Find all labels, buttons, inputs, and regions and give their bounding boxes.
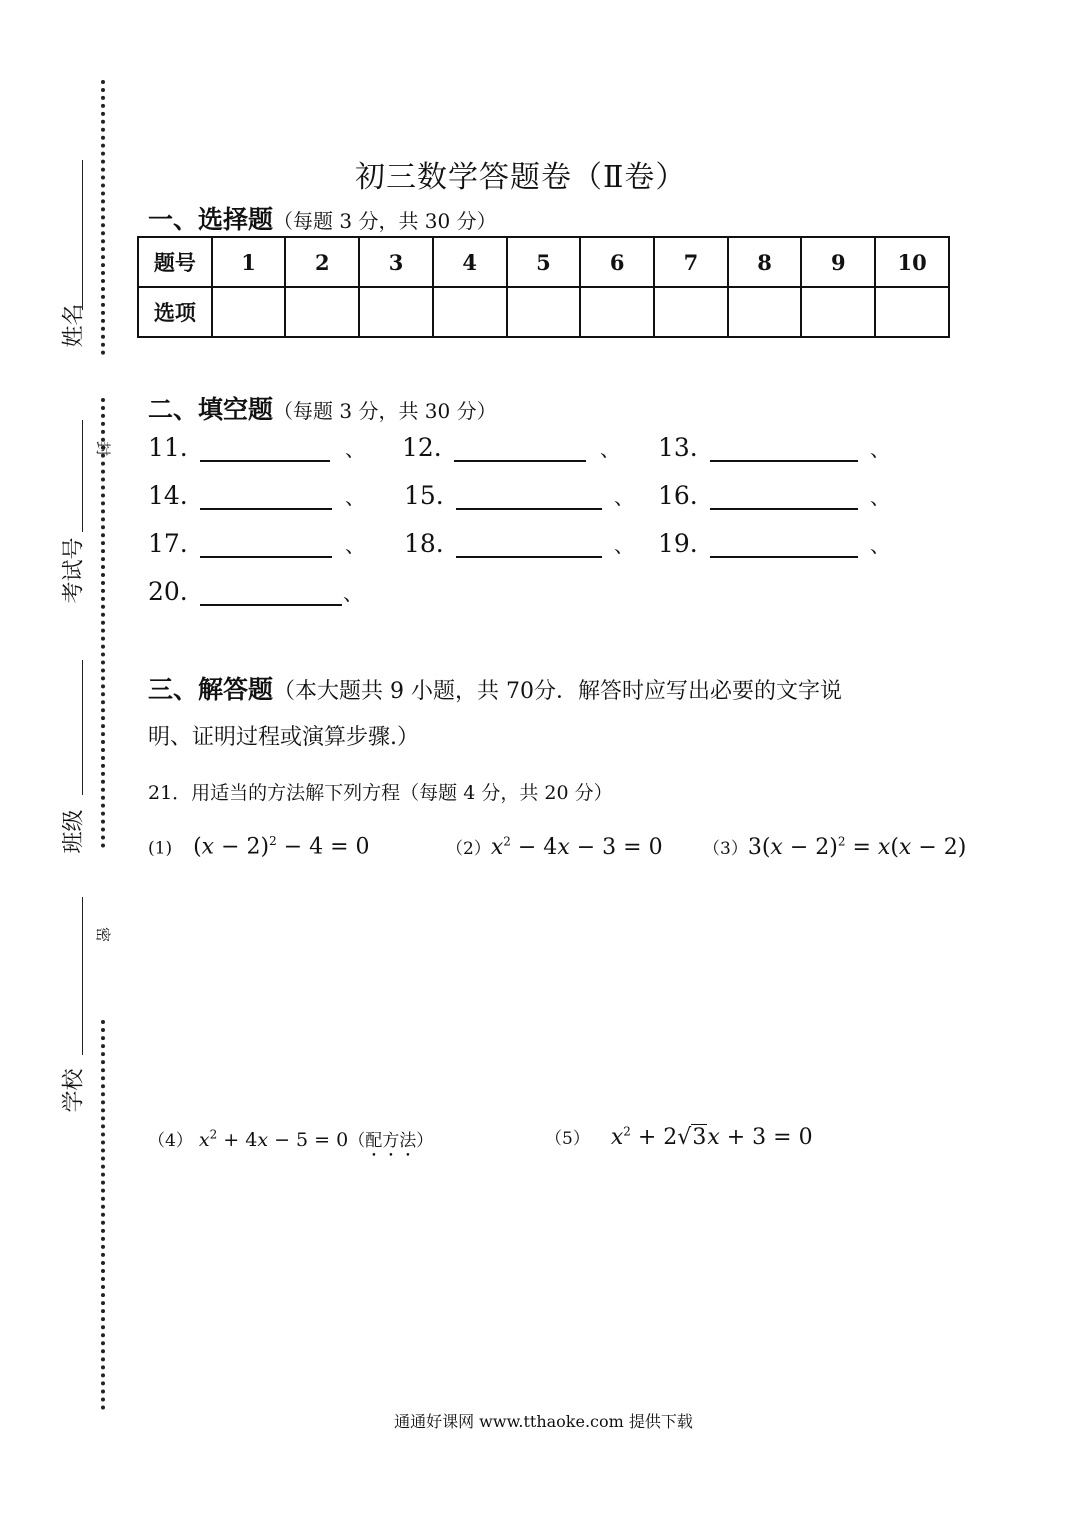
answer-cell[interactable]: [654, 287, 728, 337]
blank-answer-line[interactable]: [710, 434, 858, 462]
section1-header: [148, 200, 497, 236]
question-21: 21．用适当的方法解下列方程（每题 4 分，共 20 分）: [148, 782, 613, 804]
question-number-cell: 8: [728, 237, 802, 287]
equation-5: （5） $x^2 + 2√3x + 3 = 0$: [545, 1124, 813, 1150]
page-footer: 通通好课网 www.tthaoke.com 提供下载: [394, 1412, 693, 1431]
blank-item-20: [148, 577, 342, 606]
blank-answer-line[interactable]: [200, 434, 330, 462]
question-number-cell: 3: [359, 237, 433, 287]
name-label: 姓名: [61, 303, 87, 348]
blank-answer-line[interactable]: [454, 434, 586, 462]
blank-item-13: [658, 433, 858, 462]
blank-item-12: [402, 433, 586, 462]
question-number-cell: 1: [212, 237, 286, 287]
equation-4-method-note: （配方法）: [348, 1131, 434, 1151]
row-label-answer: 选项: [138, 287, 212, 337]
blank-answer-line[interactable]: [456, 482, 602, 510]
table-row-answers: [138, 287, 949, 337]
question-number-cell: 10: [875, 237, 949, 287]
answer-cell[interactable]: [580, 287, 654, 337]
blank-item-15: [404, 481, 602, 510]
table-row-numbers: [138, 237, 949, 287]
binding-dotted-line-top: [101, 80, 105, 355]
answer-cell[interactable]: [875, 287, 949, 337]
blank-separator: 、: [870, 485, 890, 509]
equation-4: （4） $x^2 + 4x - 5 = 0$（配方法）: [148, 1127, 434, 1151]
blank-item-17: [148, 529, 332, 558]
blank-separator: 、: [345, 533, 365, 557]
class-underline: [82, 660, 83, 795]
blank-number: 20.: [148, 577, 188, 606]
blank-answer-line[interactable]: [710, 482, 858, 510]
blank-number: 18.: [404, 529, 444, 558]
blank-separator: 、: [870, 437, 890, 461]
blank-item-14: [148, 481, 332, 510]
blank-number: 19.: [658, 529, 698, 558]
blank-number: 17.: [148, 529, 188, 558]
row-label-number: 题号: [138, 237, 212, 287]
blank-answer-line[interactable]: [710, 530, 858, 558]
secret-mark: 密: [94, 926, 113, 943]
equation-label: （4）: [148, 1131, 193, 1151]
blank-separator: 、: [614, 485, 634, 509]
equation-3: $(3)3(x - 2)^2 = x(x - 2)$: [703, 834, 967, 860]
equation-label: （5）: [545, 1129, 590, 1149]
section3-note-line1: （本大题共 9 小题，共 70分．解答时应写出必要的文字说: [273, 679, 842, 704]
question-number-cell: 2: [285, 237, 359, 287]
question-number-cell: 6: [580, 237, 654, 287]
binding-dotted-line-bottom: [101, 1020, 105, 1410]
section3-header: [148, 667, 948, 761]
section3-note-line2: 明、证明过程或演算步骤.）: [148, 725, 419, 750]
exam-no-label: 考试号: [61, 537, 87, 604]
blank-number: 12.: [402, 433, 442, 462]
question-number-cell: 4: [433, 237, 507, 287]
section1-heading: 一、选择题: [148, 205, 274, 234]
blank-separator: 、: [343, 581, 363, 605]
equation-label: （2）: [446, 839, 491, 859]
blank-item-11: [148, 433, 330, 462]
answer-cell[interactable]: [507, 287, 581, 337]
section3-heading: 三、解答题: [148, 675, 274, 704]
blank-answer-line[interactable]: [200, 482, 332, 510]
blank-item-16: [658, 481, 858, 510]
question-number-cell: 9: [801, 237, 875, 287]
answer-cell[interactable]: [728, 287, 802, 337]
blank-answer-line[interactable]: [456, 530, 602, 558]
answer-cell[interactable]: [212, 287, 286, 337]
blank-number: 15.: [404, 481, 444, 510]
blank-number: 11.: [148, 433, 188, 462]
section2-note: （每题 3 分，共 30 分）: [273, 399, 497, 423]
name-underline: [82, 160, 83, 310]
section2-heading: 二、填空题: [148, 395, 274, 424]
equation-2: $(2)x^2 - 4x - 3 = 0$: [446, 834, 663, 860]
equation-label: (1): [148, 838, 173, 859]
answer-cell[interactable]: [359, 287, 433, 337]
answer-cell[interactable]: [285, 287, 359, 337]
blank-number: 16.: [658, 481, 698, 510]
blank-separator: 、: [614, 533, 634, 557]
school-underline: [82, 897, 83, 1055]
blank-separator: 、: [345, 485, 365, 509]
school-label: 学校: [61, 1068, 87, 1113]
blank-answer-line[interactable]: [200, 578, 342, 606]
blank-separator: 、: [600, 437, 620, 461]
blank-answer-line[interactable]: [200, 530, 332, 558]
equation-label: （3）: [703, 839, 748, 859]
binding-dotted-line-middle: [101, 398, 105, 848]
question-number-cell: 7: [654, 237, 728, 287]
blank-separator: 、: [345, 437, 365, 461]
blank-number: 14.: [148, 481, 188, 510]
blank-separator: 、: [870, 533, 890, 557]
section2-header: [148, 390, 497, 426]
question-number-cell: 5: [507, 237, 581, 287]
exam-no-underline: [82, 420, 83, 532]
section1-note: （每题 3 分，共 30 分）: [273, 209, 497, 233]
blank-item-19: [658, 529, 858, 558]
seal-mark: 封: [94, 440, 113, 457]
answer-choice-table: [137, 236, 950, 338]
blank-item-18: [404, 529, 602, 558]
equation-1: (1) $(x - 2)^2 - 4 = 0$: [148, 834, 370, 860]
page-title: 初三数学答题卷（Ⅱ卷）: [355, 160, 687, 195]
section3-line1: [148, 667, 948, 715]
class-label: 班级: [61, 809, 87, 854]
blank-number: 13.: [658, 433, 698, 462]
answer-cell[interactable]: [433, 287, 507, 337]
answer-cell[interactable]: [801, 287, 875, 337]
